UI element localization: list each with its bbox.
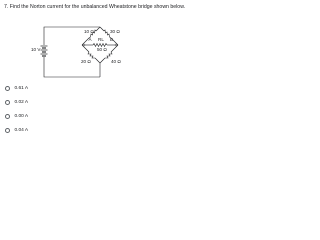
r-load-label: RL xyxy=(98,37,104,42)
option-label: 0.00 A xyxy=(14,113,29,119)
option-label: 0.04 A xyxy=(14,127,29,133)
node-a xyxy=(83,44,85,46)
node-b-label: B xyxy=(110,37,114,42)
option-4[interactable] xyxy=(4,124,194,137)
radio-button[interactable] xyxy=(5,114,11,120)
option-label: 0.61 A xyxy=(14,85,29,91)
wheatstone-bridge-diagram xyxy=(0,0,200,82)
radio-button[interactable] xyxy=(5,86,11,92)
r-bottom-left-label: 20 Ω xyxy=(81,59,91,64)
option-1[interactable] xyxy=(4,82,194,95)
resistor-20-ohm xyxy=(88,52,96,59)
r-top-left-label: 10 Ω xyxy=(84,29,94,34)
source-label: 10 V xyxy=(31,47,41,52)
battery-icon xyxy=(41,46,48,56)
option-2[interactable] xyxy=(4,96,194,109)
node-a-label: A xyxy=(88,37,92,42)
radio-button[interactable] xyxy=(5,100,11,106)
resistor-40-ohm xyxy=(104,52,112,59)
answer-options xyxy=(4,82,194,138)
question-text: 7. Find the Norton current for the unbalanced Wheatstone bridge shown below. xyxy=(4,4,186,10)
r-top-right-label: 30 Ω xyxy=(110,29,120,34)
option-label: 0.02 A xyxy=(14,99,29,105)
option-3[interactable] xyxy=(4,110,194,123)
radio-button[interactable] xyxy=(5,128,11,134)
r-bottom-right-label: 40 Ω xyxy=(111,59,121,64)
r-bridge-label: 50 Ω xyxy=(97,47,107,52)
node-b xyxy=(115,44,117,46)
